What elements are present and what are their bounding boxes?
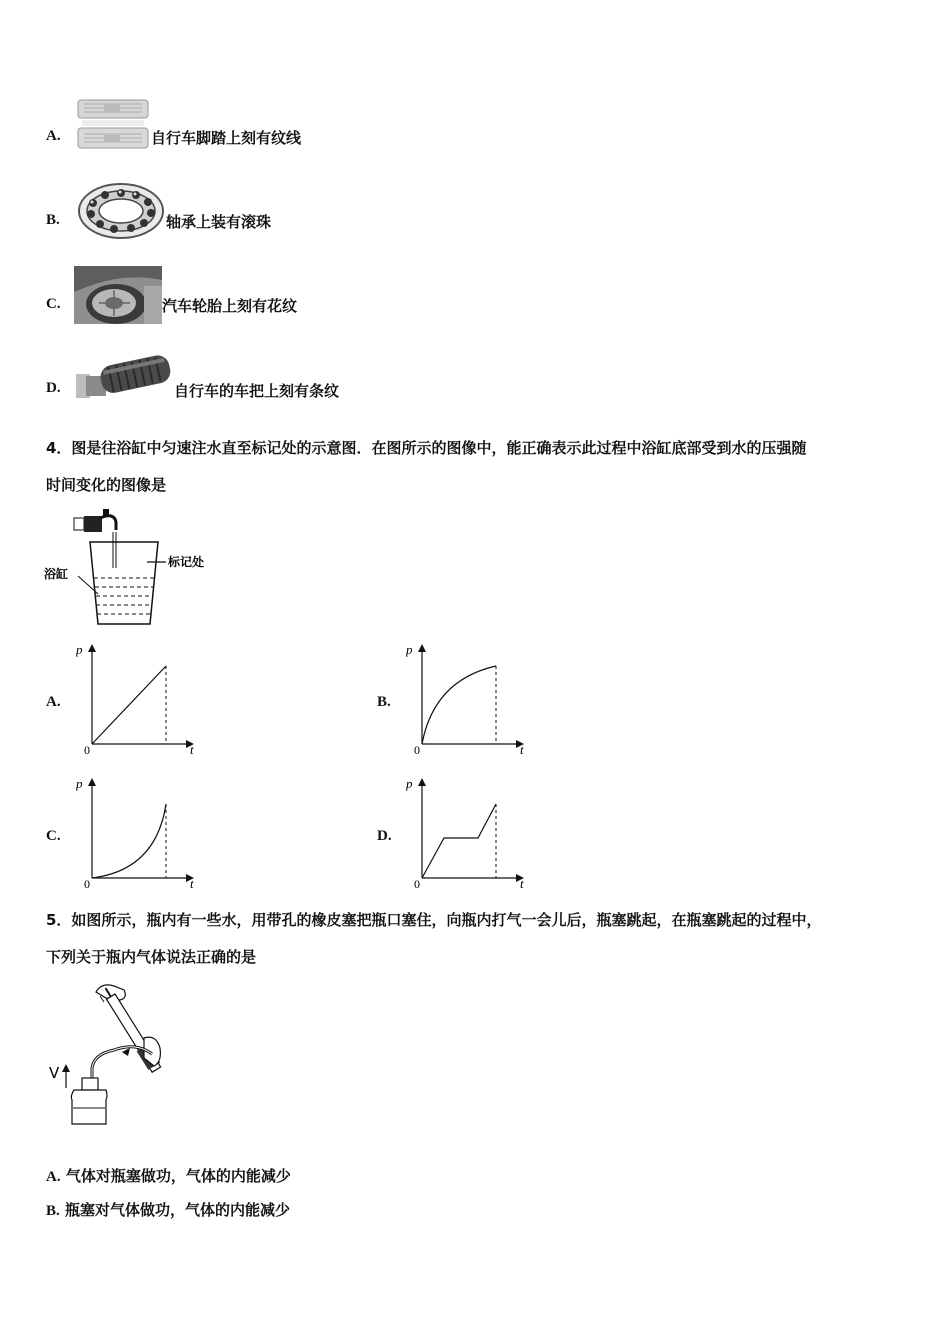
q3-option-c-letter: C. bbox=[46, 296, 61, 312]
origin-label: 0 bbox=[414, 743, 420, 757]
origin-label: 0 bbox=[84, 877, 90, 891]
q4-option-d-letter: D. bbox=[377, 828, 392, 844]
x-axis-label: t bbox=[520, 876, 524, 891]
graph-d bbox=[406, 770, 532, 892]
v-label: V bbox=[49, 1064, 60, 1082]
bicycle-handlebar-image bbox=[76, 350, 172, 400]
ball-bearing-image bbox=[76, 182, 166, 240]
x-axis-label: t bbox=[190, 876, 194, 891]
q4-option-a-letter: A. bbox=[46, 694, 61, 710]
mark-label: 标记处 bbox=[168, 555, 205, 569]
tub-label: 浴缸 bbox=[44, 567, 69, 581]
q5-option-b-letter: B. bbox=[46, 1203, 60, 1219]
x-axis-label: t bbox=[520, 742, 524, 757]
q4-stem-line1: 4．图是往浴缸中匀速注水直至标记处的示意图．在图所示的图像中，能正确表示此过程中浴缸底部受到水的压强随 bbox=[46, 439, 807, 457]
q5-option-b-text: 瓶塞对气体做功，气体的内能减少 bbox=[65, 1201, 291, 1219]
origin-label: 0 bbox=[414, 877, 420, 891]
bathtub-diagram bbox=[44, 506, 219, 630]
y-axis-label: p bbox=[76, 642, 83, 657]
q3-option-d-text: 自行车的车把上刻有条纹 bbox=[174, 382, 340, 400]
q5-stem-line2: 下列关于瓶内气体说法正确的是 bbox=[46, 948, 257, 966]
graph-c bbox=[76, 770, 202, 892]
x-axis-label: t bbox=[190, 742, 194, 757]
q5-option-a-letter: A. bbox=[46, 1169, 61, 1185]
y-axis-label: p bbox=[76, 776, 83, 791]
bicycle-pedal-image bbox=[76, 98, 152, 152]
curve-line bbox=[92, 666, 166, 744]
curve-line bbox=[422, 666, 496, 744]
y-axis-label: p bbox=[406, 642, 413, 657]
curve-line bbox=[422, 804, 496, 878]
q4-option-c-letter: C. bbox=[46, 828, 61, 844]
q5-option-a-text: 气体对瓶塞做功，气体的内能减少 bbox=[65, 1167, 291, 1185]
origin-label: 0 bbox=[84, 743, 90, 757]
q3-option-d-letter: D. bbox=[46, 380, 61, 396]
q5-stem-line1: 5．如图所示，瓶内有一些水，用带孔的橡皮塞把瓶口塞住，向瓶内打气一会儿后，瓶塞跳起，在瓶塞跳起的过程中， bbox=[46, 911, 822, 929]
curve-line bbox=[92, 804, 166, 878]
q3-option-b-text: 轴承上装有滚珠 bbox=[166, 213, 272, 231]
bottle-pump-diagram bbox=[44, 978, 174, 1130]
q3-option-a-letter: A. bbox=[46, 128, 61, 144]
q4-stem-line2: 时间变化的图像是 bbox=[46, 476, 167, 494]
y-axis-label: p bbox=[406, 776, 413, 791]
q4-option-b-letter: B. bbox=[377, 694, 391, 710]
q3-option-c-text: 汽车轮胎上刻有花纹 bbox=[162, 297, 298, 315]
q3-option-b-letter: B. bbox=[46, 212, 60, 228]
car-tire-image bbox=[74, 266, 162, 324]
graph-a bbox=[76, 636, 202, 758]
q5-option-b bbox=[46, 1199, 290, 1220]
graph-b bbox=[406, 636, 532, 758]
q5-option-a bbox=[46, 1165, 291, 1186]
q3-option-a-text: 自行车脚踏上刻有纹线 bbox=[151, 129, 302, 147]
